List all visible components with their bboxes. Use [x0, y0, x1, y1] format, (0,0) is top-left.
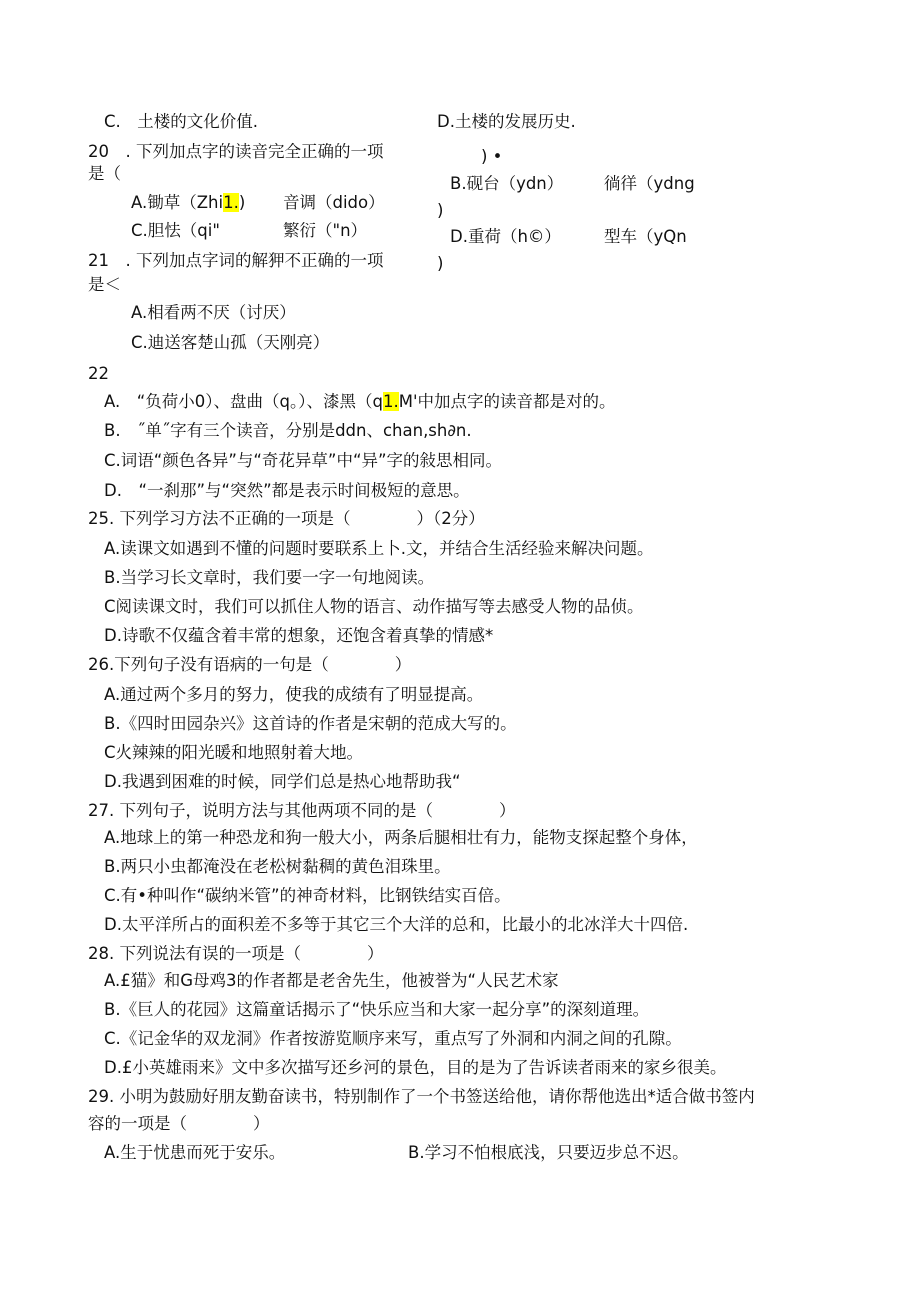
- q20-option-b: B.砚台（ydn）: [450, 174, 564, 193]
- q25-option-c: C阅读课文时，我们可以抓住人物的语言、动作描写等去感受人物的品侦。: [104, 597, 644, 616]
- q22-option-c: C.词语“颜色各异”与“奇花异草”中“异”字的敍思相同。: [104, 451, 503, 470]
- q29-option-b: B.学习不怕根底浅，只要迈步总不迟。: [408, 1143, 689, 1162]
- q27-option-c: C.有•种叫作“碳纳米管”的神奇材料，比钢铁结实百倍。: [104, 886, 511, 905]
- q20-option-d: D.重荷（h©）: [450, 227, 561, 246]
- q19-option-d: D.土楼的发展历史.: [437, 112, 576, 131]
- q28-option-a: A.£猫》和G母鸡3的作者都是老舍先生，他被誉为“人民艺术家: [104, 971, 559, 990]
- q20-option-a-pair: 音调（dido）: [283, 193, 385, 212]
- q26-stem: 26.下列句子没有语病的一句是（ ）: [88, 655, 412, 674]
- q20-stem-line2: 是（: [88, 164, 121, 183]
- q27-option-d: D.太平洋所占的面积差不多等于其它三个大洋的总和，比最小的北冰洋大十四倍.: [104, 915, 689, 934]
- q20-option-b-close: ): [437, 201, 444, 220]
- q25-stem: 25. 下列学习方法不正确的一项是（ ）（2分）: [88, 509, 485, 528]
- q22-number: 22: [88, 364, 109, 383]
- q25-option-b: B.当学习长文章时，我们要一字一句地阅读。: [104, 568, 435, 587]
- q20-option-c-pair: 繁衍（"n）: [283, 221, 368, 240]
- q21-stem-line2: 是＜: [88, 275, 121, 294]
- q21-option-c: C.迪送客楚山孤（天刚亮）: [131, 333, 330, 352]
- q20-option-d-pair: 型车（yQn: [604, 227, 687, 246]
- q29-stem-line1: 29. 小明为鼓励好朋友勤奋读书，特别制作了一个书签送给他，请你帮他选出*适合做书签内: [88, 1087, 755, 1106]
- q22-option-d: D. “一刹那”与“突然”都是表示时间极短的意思。: [104, 481, 470, 500]
- q28-option-d: D.£小英雄雨来》文中多次描写还乡河的景色，目的是为了告诉读者雨来的家乡很美。: [104, 1058, 727, 1077]
- q29-stem-line2: 容的一项是（ ）: [88, 1114, 270, 1133]
- q26-option-c: C火辣辣的阳光暖和地照射着大地。: [104, 743, 364, 762]
- q19-option-c: C. 土楼的文化价值.: [104, 112, 259, 131]
- q20-option-d-close: ): [437, 254, 444, 273]
- q20-stem-tail: ) •: [481, 147, 503, 166]
- q27-option-a: A.地球上的第一种恐龙和狗一般大小，两条后腿相壮有力，能物支探起整个身体，: [104, 828, 698, 847]
- q26-option-d: D.我遇到困难的时候，同学们总是热心地帮助我“: [104, 772, 461, 791]
- q21-option-a: A.相看两不厌（讨厌）: [131, 303, 296, 322]
- q25-option-a: A.读课文如遇到不懂的问题时要联系上卜.文，并结合生活经验来解决问题。: [104, 539, 654, 558]
- q26-option-b: B.《四时田园杂兴》这首诗的作者是宋朝的范成大写的。: [104, 714, 517, 733]
- q27-stem: 27. 下列句子，说明方法与其他两项不同的是（ ）: [88, 801, 516, 820]
- q28-option-b: B.《巨人的花园》这篇童话揭示了“快乐应当和大家一起分享”的深刻道理。: [104, 1000, 650, 1019]
- q20-stem-line1: 20 . 下列加点字的读音完全正确的一项: [88, 142, 384, 161]
- highlight-mark: 1.: [223, 193, 239, 212]
- q21-stem-line1: 21 . 下列加点字词的解狎不正确的一项: [88, 251, 384, 270]
- q22-option-b: B. ˝单˝字有三个读音，分别是ddn、chan,sh∂n.: [104, 421, 472, 440]
- q20-option-c: C.胆怯（qi": [131, 221, 220, 240]
- q29-option-a: A.生于忧患而死于安乐。: [104, 1143, 286, 1162]
- q22-option-a: A. “负荷小0）、盘曲（q。）、漆黑（q1.M'中加点字的读音都是对的。: [104, 392, 616, 411]
- q20-option-b-pair: 徜徉（ydng: [604, 174, 695, 193]
- q26-option-a: A.通过两个多月的努力，使我的成绩有了明显提高。: [104, 685, 484, 704]
- q27-option-b: B.两只小虫都淹没在老松树黏稠的黄色泪珠里。: [104, 857, 451, 876]
- q20-option-a: A.锄草（Zhi1.): [131, 193, 246, 212]
- highlight-mark: 1.: [383, 392, 399, 411]
- q28-option-c: C.《记金华的双龙洞》作者按游览顺序来写，重点写了外洞和内洞之间的孔隙。: [104, 1029, 682, 1048]
- q28-stem: 28. 下列说法有误的一项是（ ）: [88, 944, 384, 963]
- q25-option-d: D.诗歌不仅蕴含着丰常的想象，还饱含着真挚的情感*: [104, 626, 494, 645]
